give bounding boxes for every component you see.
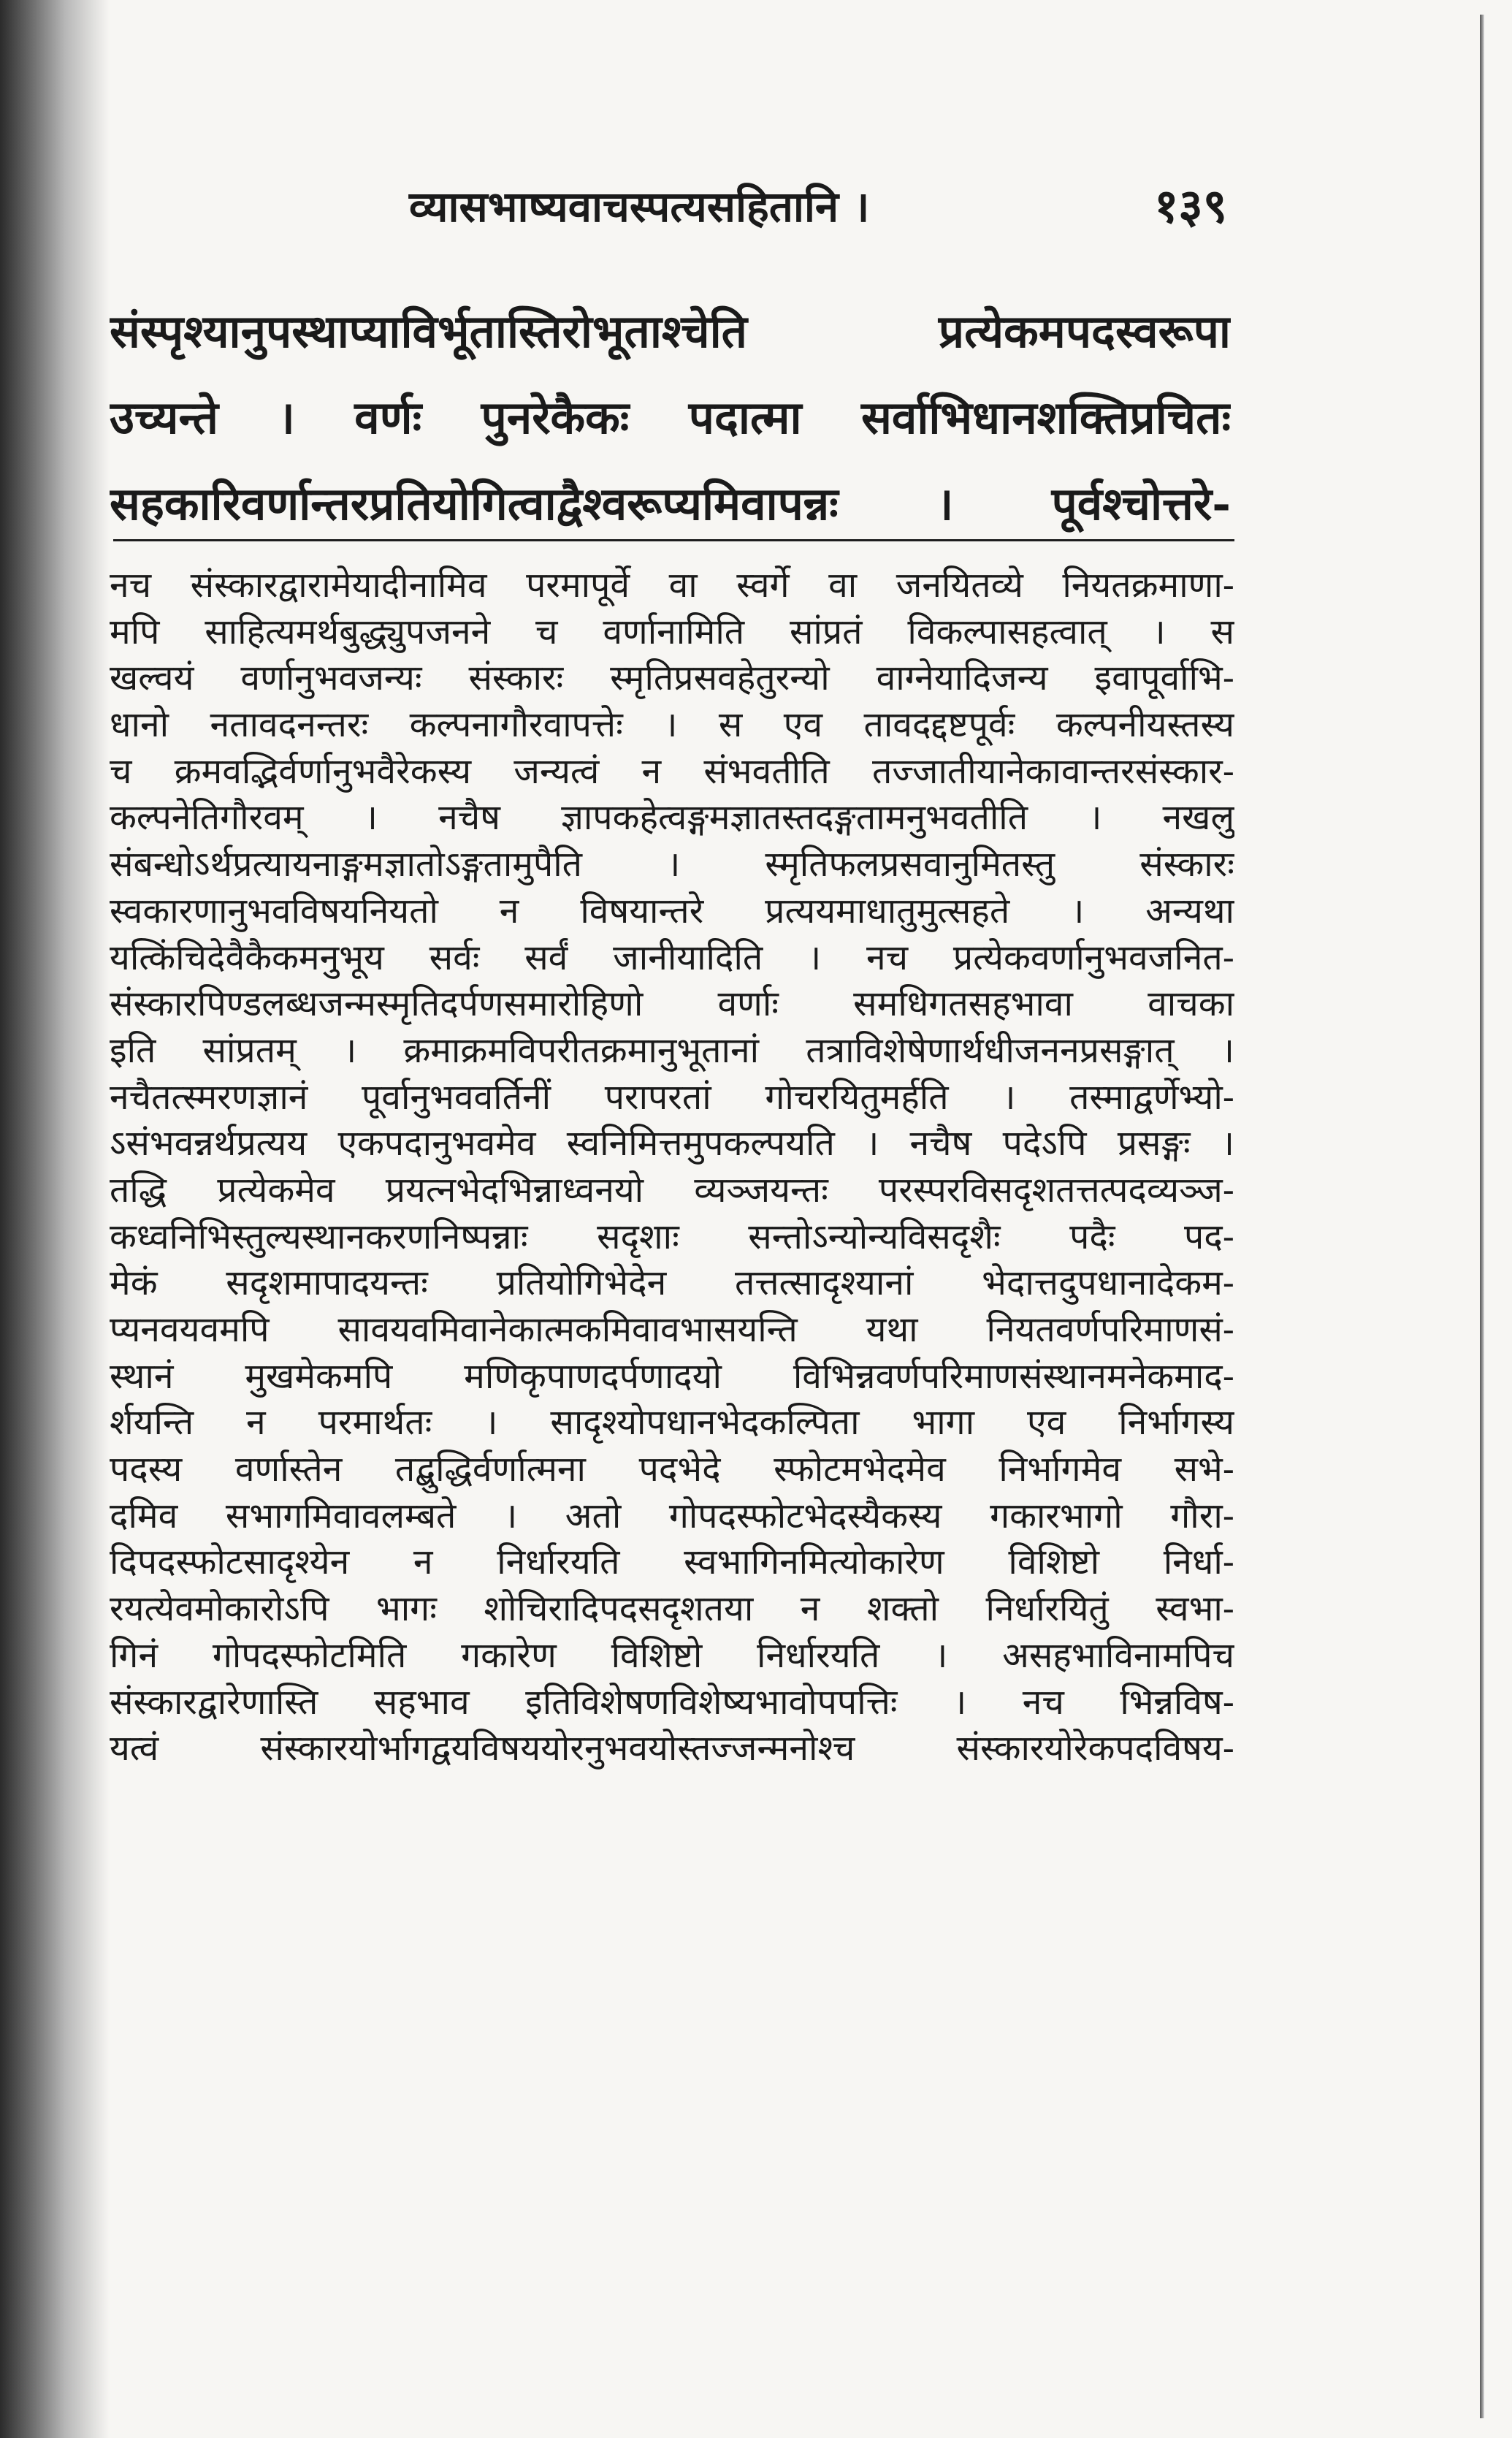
commentary-line: संस्कारद्वारेणास्ति सहभाव इतिविशेषणविशेष्यभावोपपत्तिः । नच भिन्नविष- [110,1681,1234,1723]
page-number: १३९ [1154,179,1227,234]
commentary-line: कध्वनिभिस्तुल्यस्थानकरणनिष्पन्नाः सदृशाः सन्तोऽन्योन्यविसदृशैः पदैः पद- [110,1216,1234,1257]
commentary-line: ऽसंभवन्नर्थप्रत्यय एकपदानुभवमेव स्वनिमित्तमुपकल्पयति । नचैष पदेऽपि प्रसङ्गः । [110,1123,1234,1165]
commentary-line: तद्धि प्रत्येकमेव प्रयत्नभेदभिन्नाध्वनयो व्यञ्जयन्तः परस्परविसदृशतत्तत्पदव्यञ्ज- [110,1169,1234,1211]
commentary-line: संबन्धोऽर्थप्रत्यायनाङ्गमज्ञातोऽङ्गतामुपैति । स्मृतिफलप्रसवानुमितस्तु संस्कारः [110,844,1234,885]
commentary-line: र्शयन्ति न परमार्थतः । सादृश्योपधानभेदकल्पिता भागा एव निर्भागस्य [110,1402,1234,1444]
page-header [409,174,1227,240]
sutra-line: संस्पृश्यानुपस्थाप्याविर्भूतास्तिरोभूताश्चेति प्रत्येकमपदस्वरूपा [110,305,1231,358]
commentary-line: रयत्येवमोकारोऽपि भागः शोचिरादिपदसदृशतया न शक्तो निर्धारयितुं स्वभा- [110,1588,1234,1630]
sutra-line: उच्यन्ते । वर्णः पुनरेकैकः पदात्मा सर्वाभिधानशक्तिप्रचितः [110,391,1231,444]
commentary-line: दिपदस्फोटसादृश्येन न निर्धारयति स्वभागिनमित्योकारेण विशिष्टो निर्धा- [110,1542,1234,1583]
commentary-line: नच संस्कारद्वारामेयादीनामिव परमापूर्वे वा स्वर्गे वा जनयितव्ये नियतक्रमाणा- [110,565,1234,606]
commentary-line: नचैतत्स्मरणज्ञानं पूर्वानुभववर्तिनीं परापरतां गोचरयितुमर्हति । तस्माद्वर्णेभ्यो- [110,1076,1234,1118]
commentary-line: खल्वयं वर्णानुभवजन्यः संस्कारः स्मृतिप्रसवहेतुरन्यो वाग्नेयादिजन्य इवापूर्वाभि- [110,658,1234,699]
commentary-line: संस्कारपिण्डलब्धजन्मस्मृतिदर्पणसमारोहिणो वर्णाः समधिगतसहभावा वाचका [110,983,1234,1025]
commentary-line: स्वकारणानुभवविषयनियतो न विषयान्तरे प्रत्ययमाधातुमुत्सहते । अन्यथा [110,890,1234,932]
page-edge [1480,15,1484,2418]
commentary-line: च क्रमवद्भिर्वर्णानुभवैरेकस्य जन्यत्वं न संभवतीति तज्जातीयानेकावान्तरसंस्कार- [110,750,1234,792]
commentary-line: यत्किंचिदेवैकैकमनुभूय सर्वः सर्वं जानीयादिति । नच प्रत्येकवर्णानुभवजनित- [110,937,1234,978]
commentary-line: गिनं गोपदस्फोटमिति गकारेण विशिष्टो निर्धारयति । असहभाविनामपिच [110,1634,1234,1676]
sutra-line: सहकारिवर्णान्तरप्रतियोगित्वाद्वैश्वरूप्यमिवापन्नः । पूर्वश्चोत्तरे- [110,477,1231,530]
commentary-line: दमिव सभागमिवावलम्बते । अतो गोपदस्फोटभेदस्यैकस्य गकारभागो गौरा- [110,1495,1234,1536]
commentary-line: स्थानं मुखमेकमपि मणिकृपाणदर्पणादयो विभिन्नवर्णपरिमाणसंस्थानमनेकमाद- [110,1355,1234,1397]
commentary-text [110,563,1234,1772]
section-divider [113,539,1234,541]
binding-shadow [0,0,110,2438]
commentary-line: पदस्य वर्णास्तेन तद्बुद्धिर्वर्णात्मना पदभेदे स्फोटमभेदमेव निर्भागमेव सभे- [110,1449,1234,1490]
commentary-line: यत्वं संस्कारयोर्भागद्वयविषययोरनुभवयोस्तज्जन्मनोश्च संस्कारयोरेकपदविषय- [110,1728,1234,1770]
commentary-line: इति सांप्रतम् । क्रमाक्रमविपरीतक्रमानुभूतानां तत्राविशेषेणार्थधीजननप्रसङ्गात् । [110,1029,1234,1071]
commentary-line: मेकं सदृशमापादयन्तः प्रतियोगिभेदेन तत्तत्सादृश्यानां भेदात्तदुपधानादेकम- [110,1262,1234,1304]
commentary-line: मपि साहित्यमर्थबुद्ध्युपजनने च वर्णानामिति सांप्रतं विकल्पासहत्वात् । स [110,611,1234,652]
commentary-line: प्यनवयवमपि सावयवमिवानेकात्मकमिवावभासयन्ति यथा नियतवर्णपरिमाणसं- [110,1309,1234,1350]
running-title: व्यासभाष्यवाचस्पत्यसहितानि । [409,182,870,232]
commentary-line: धानो नतावदनन्तरः कल्पनागौरवापत्तेः । स एव तावदद्दष्टपूर्वः कल्पनीयस्तस्य [110,704,1234,746]
sutra-text [110,289,1231,547]
commentary-line: कल्पनेतिगौरवम् । नचैष ज्ञापकहेत्वङ्गमज्ञातस्तदङ्गतामनुभवतीति । नखलु [110,797,1234,839]
